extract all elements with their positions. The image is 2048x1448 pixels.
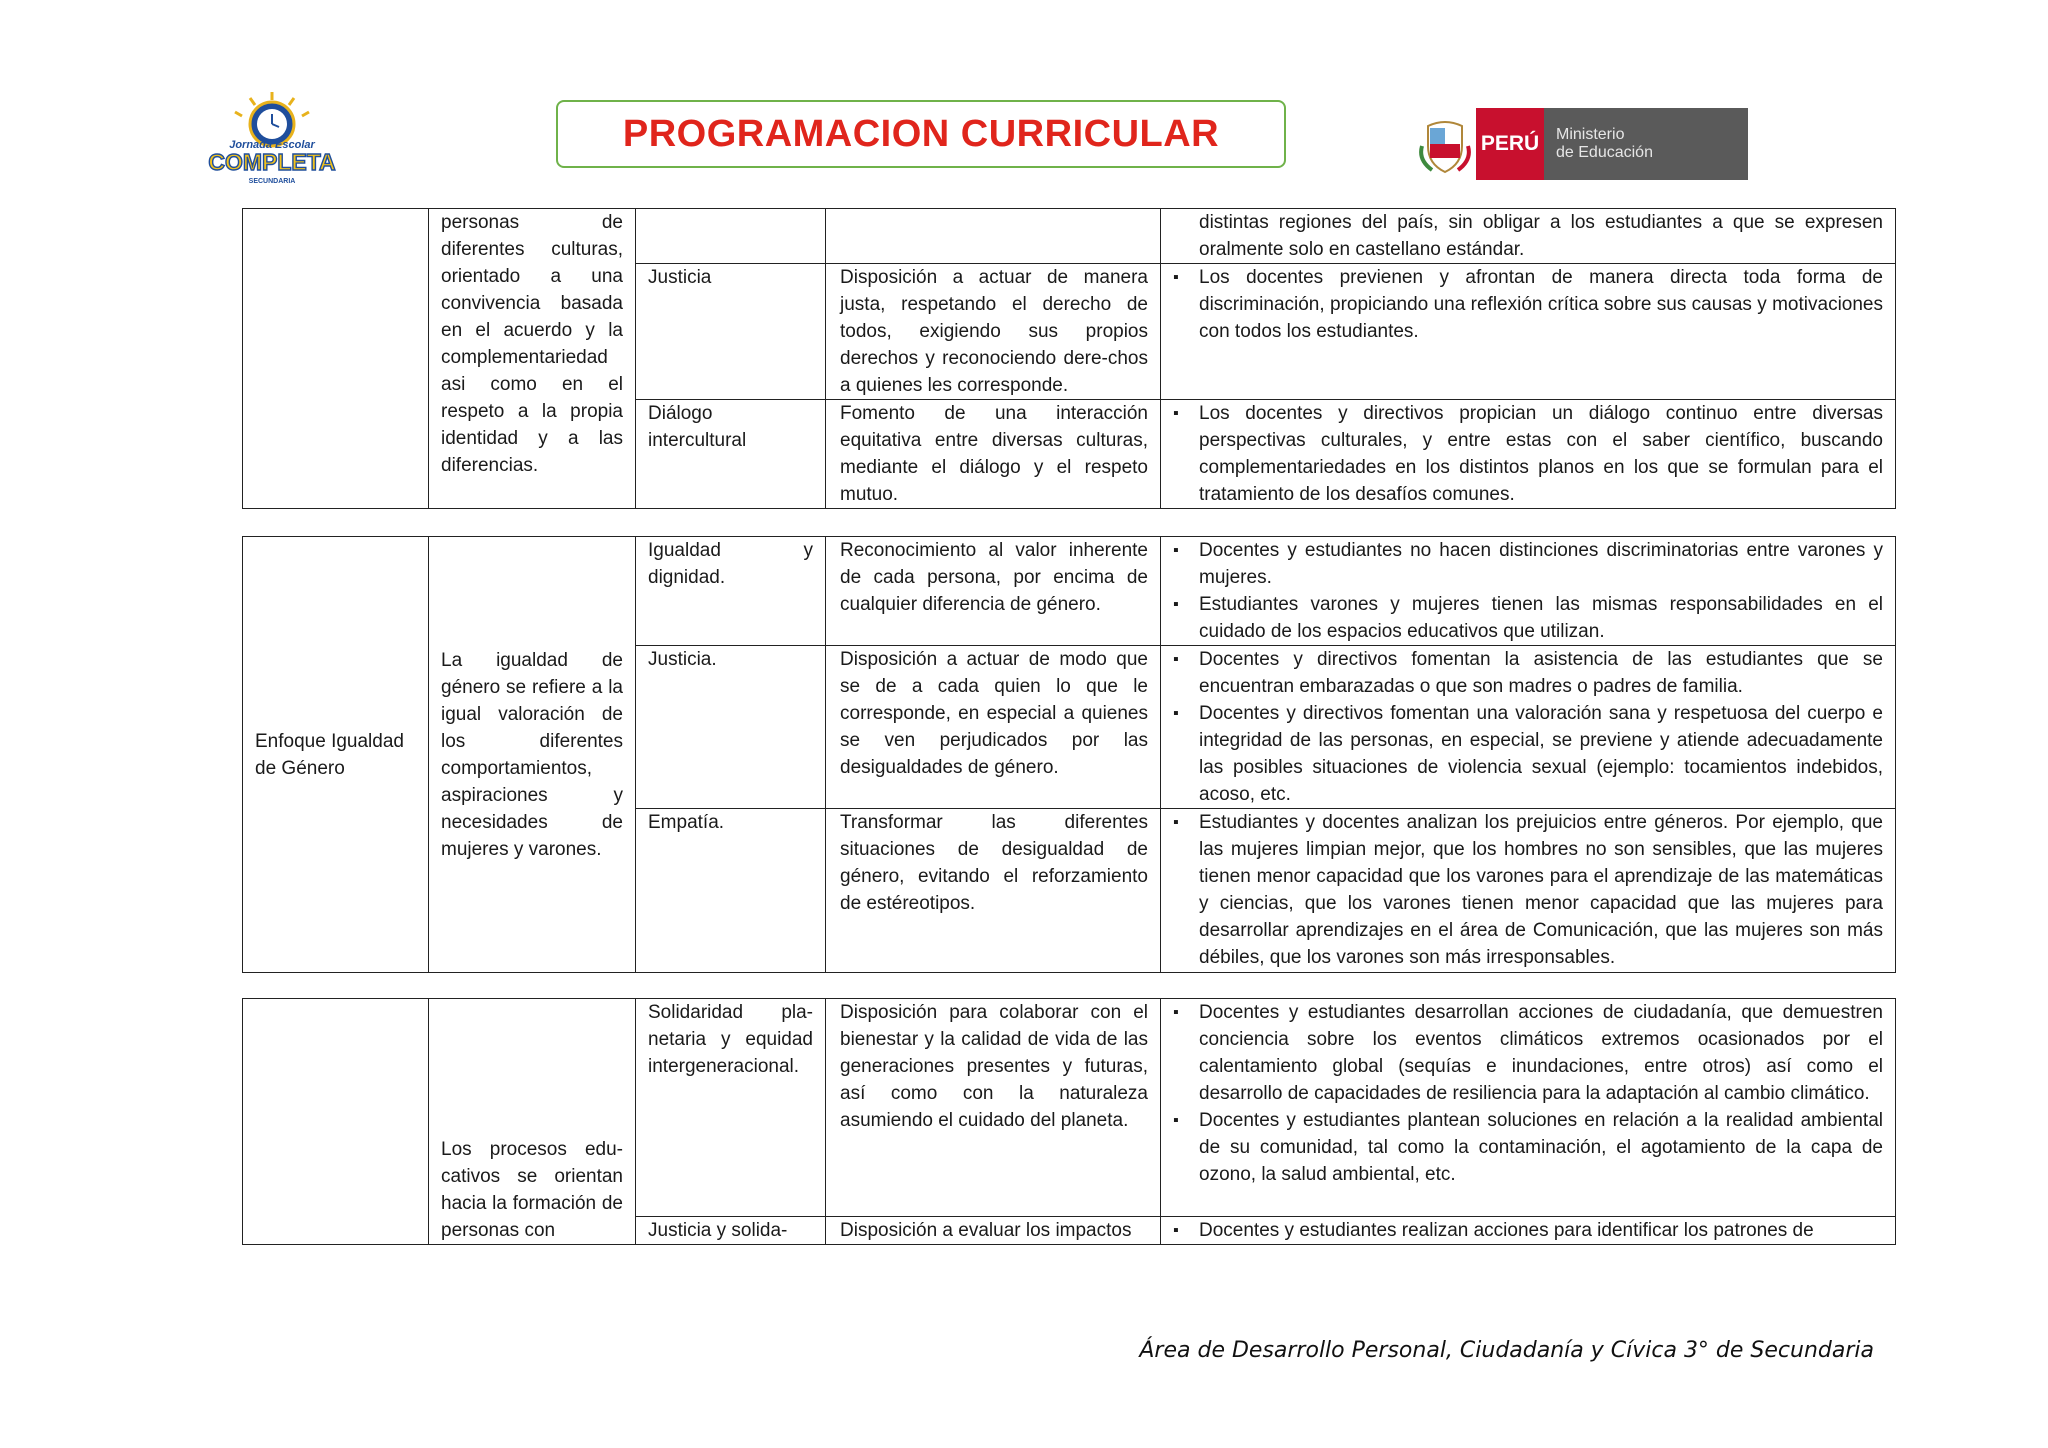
value-cell: Justicia: [636, 264, 826, 400]
value-cell: Igualdad y dignidad.: [636, 537, 826, 646]
table-row: [243, 209, 1896, 264]
definition-cell: personas de diferentes culturas, orientado a una convivencia basada en el acuerdo y la complementariedad asi como en el respeto a la propia identidad y a las diferencias.: [429, 209, 636, 509]
actions-cell: [1161, 646, 1896, 809]
table-interculturalidad: [242, 208, 1896, 509]
value-cell: [636, 209, 826, 264]
actions-cell: [1161, 999, 1896, 1217]
actions-cell: [1161, 209, 1896, 264]
ministerio-label: [1544, 108, 1748, 180]
action-bullet: ▪ Docentes y estudiantes plantean soluciones en relación a la realidad ambiental de su comunidad, tal como la contaminación, el agotamiento de la capa de ozono, la salud ambiental, etc.: [1199, 1107, 1883, 1188]
page-title: PROGRAMACION CURRICULAR: [622, 112, 1220, 155]
action-bullet: ▪ Docentes y directivos fomentan la asistencia de las estudiantes que se encuentran embarazadas o que son madres o padres de familia.: [1199, 646, 1883, 700]
action-bullet: ▪ Docentes y estudiantes no hacen distinciones discriminatorias entre varones y mujeres.: [1199, 537, 1883, 591]
table-row: [243, 999, 1896, 1217]
disposition-cell: Disposición para colaborar con el bienestar y la calidad de vida de las generaciones presentes y futuras, así como con la naturaleza asumiendo el cuidado del planeta.: [826, 999, 1161, 1217]
approach-cell: [243, 999, 429, 1245]
definition-cell: La igualdad de género se refiere a la igual valoración de los diferentes comportamientos, aspiraciones y necesidades de mujeres y varones.: [429, 537, 636, 973]
value-cell: Solidaridad pla-netaria y equidad intergeneracional.: [636, 999, 826, 1217]
table-row: [243, 537, 1896, 646]
ministerio-line1: Ministerio: [1556, 126, 1625, 143]
approach-cell: Enfoque Igualdad de Género: [243, 537, 429, 973]
disposition-cell: Transformar las diferentes situaciones de desigualdad de género, evitando el reforzamiento de estéreotipos.: [826, 809, 1161, 973]
value-cell: Justicia y solida-: [636, 1217, 826, 1245]
action-text: distintas regiones del país, sin obligar a los estudiantes a que se expresen oralmente solo en castellano estándar.: [1199, 212, 1883, 260]
definition-cell: Los procesos edu-cativos se orientan hacia la formación de personas con: [429, 999, 636, 1245]
disposition-cell: Fomento de una interacción equitativa entre diversas culturas, mediante el diálogo y el respeto mutuo.: [826, 400, 1161, 509]
title-box: [556, 100, 1286, 168]
action-bullet: ▪ Docentes y directivos fomentan una valoración sana y respetuosa del cuerpo e integridad de las personas, en especial, se previene y atiende adecuadamente las posibles situaciones de violencia sexual (ejemplo: tocamientos indebidos, acoso, etc.: [1199, 700, 1883, 808]
action-bullet: ▪ Estudiantes varones y mujeres tienen las mismas responsabilidades en el cuidado de los espacios educativos que utilizan.: [1199, 591, 1883, 645]
value-cell: Justicia.: [636, 646, 826, 809]
actions-cell: [1161, 1217, 1896, 1245]
logo-line1: Jornada Escolar: [229, 139, 315, 151]
action-bullet: ▪ Estudiantes y docentes analizan los prejuicios entre géneros. Por ejemplo, que las mujeres limpian mejor, que los hombres no son sensibles, que las mujeres tienen menor capacidad que los varones para el aprendizaje de las matemáticas y ciencias, que los varones tienen menor capacidad que las mujeres para desarrollar aprendizajes en el área de Comunicación, que las mujeres son más débiles, que los varones son más irresponsables.: [1199, 809, 1883, 971]
disposition-cell: Reconocimiento al valor inherente de cada persona, por encima de cualquier diferencia de género.: [826, 537, 1161, 646]
action-bullet: ▪ Docentes y estudiantes desarrollan acciones de ciudadanía, que demuestren conciencia sobre los eventos climáticos extremos ocasionados por el calentamiento global (sequías e inundaciones, entre otros) así como el desarrollo de capacidades de resiliencia para la adaptación al cambio climático.: [1199, 999, 1883, 1107]
actions-cell: [1161, 809, 1896, 973]
ministerio-educacion-logo: [1418, 108, 1748, 180]
actions-cell: [1161, 537, 1896, 646]
actions-cell: [1161, 400, 1896, 509]
disposition-cell: Disposición a actuar de manera justa, respetando el derecho de todos, exigiendo sus propios derechos y reconociendo dere-chos a quienes les corresponde.: [826, 264, 1161, 400]
actions-cell: [1161, 264, 1896, 400]
approach-cell: [243, 209, 429, 509]
table-ambiental: [242, 998, 1896, 1245]
action-bullet: ▪ Docentes y estudiantes realizan acciones para identificar los patrones de: [1199, 1217, 1883, 1244]
ministerio-line2: de Educación: [1556, 144, 1653, 161]
action-bullet: ▪ Los docentes previenen y afrontan de manera directa toda forma de discriminación, propiciando una reflexión crítica sobre sus causas y motivaciones con todos los estudiantes.: [1199, 264, 1883, 345]
value-cell: Empatía.: [636, 809, 826, 973]
page-footer: Área de Desarrollo Personal, Ciudadanía y Cívica 3° de Secundaria: [1139, 1338, 1874, 1363]
peru-badge: PERÚ: [1476, 108, 1544, 180]
peru-coat-of-arms-icon: [1418, 116, 1472, 176]
action-bullet: ▪ Los docentes y directivos propician un diálogo continuo entre diversas perspectivas culturales, y entre estas con el saber científico, buscando complementariedades en los distintos planos en los que se formulan para el tratamiento de los desafíos comunes.: [1199, 400, 1883, 508]
disposition-cell: Disposición a actuar de modo que se de a cada quien lo que le corresponde, en especial a quienes se ven perjudicados por las desigualdades de género.: [826, 646, 1161, 809]
table-igualdad-genero: [242, 536, 1896, 973]
disposition-cell: Disposición a evaluar los impactos: [826, 1217, 1161, 1245]
logo-line3: SECUNDARIA: [248, 178, 296, 185]
logo-line2: COMPLETA: [208, 149, 336, 175]
disposition-cell: [826, 209, 1161, 264]
value-cell: Diálogo intercultural: [636, 400, 826, 509]
jornada-escolar-completa-logo: [205, 90, 340, 190]
